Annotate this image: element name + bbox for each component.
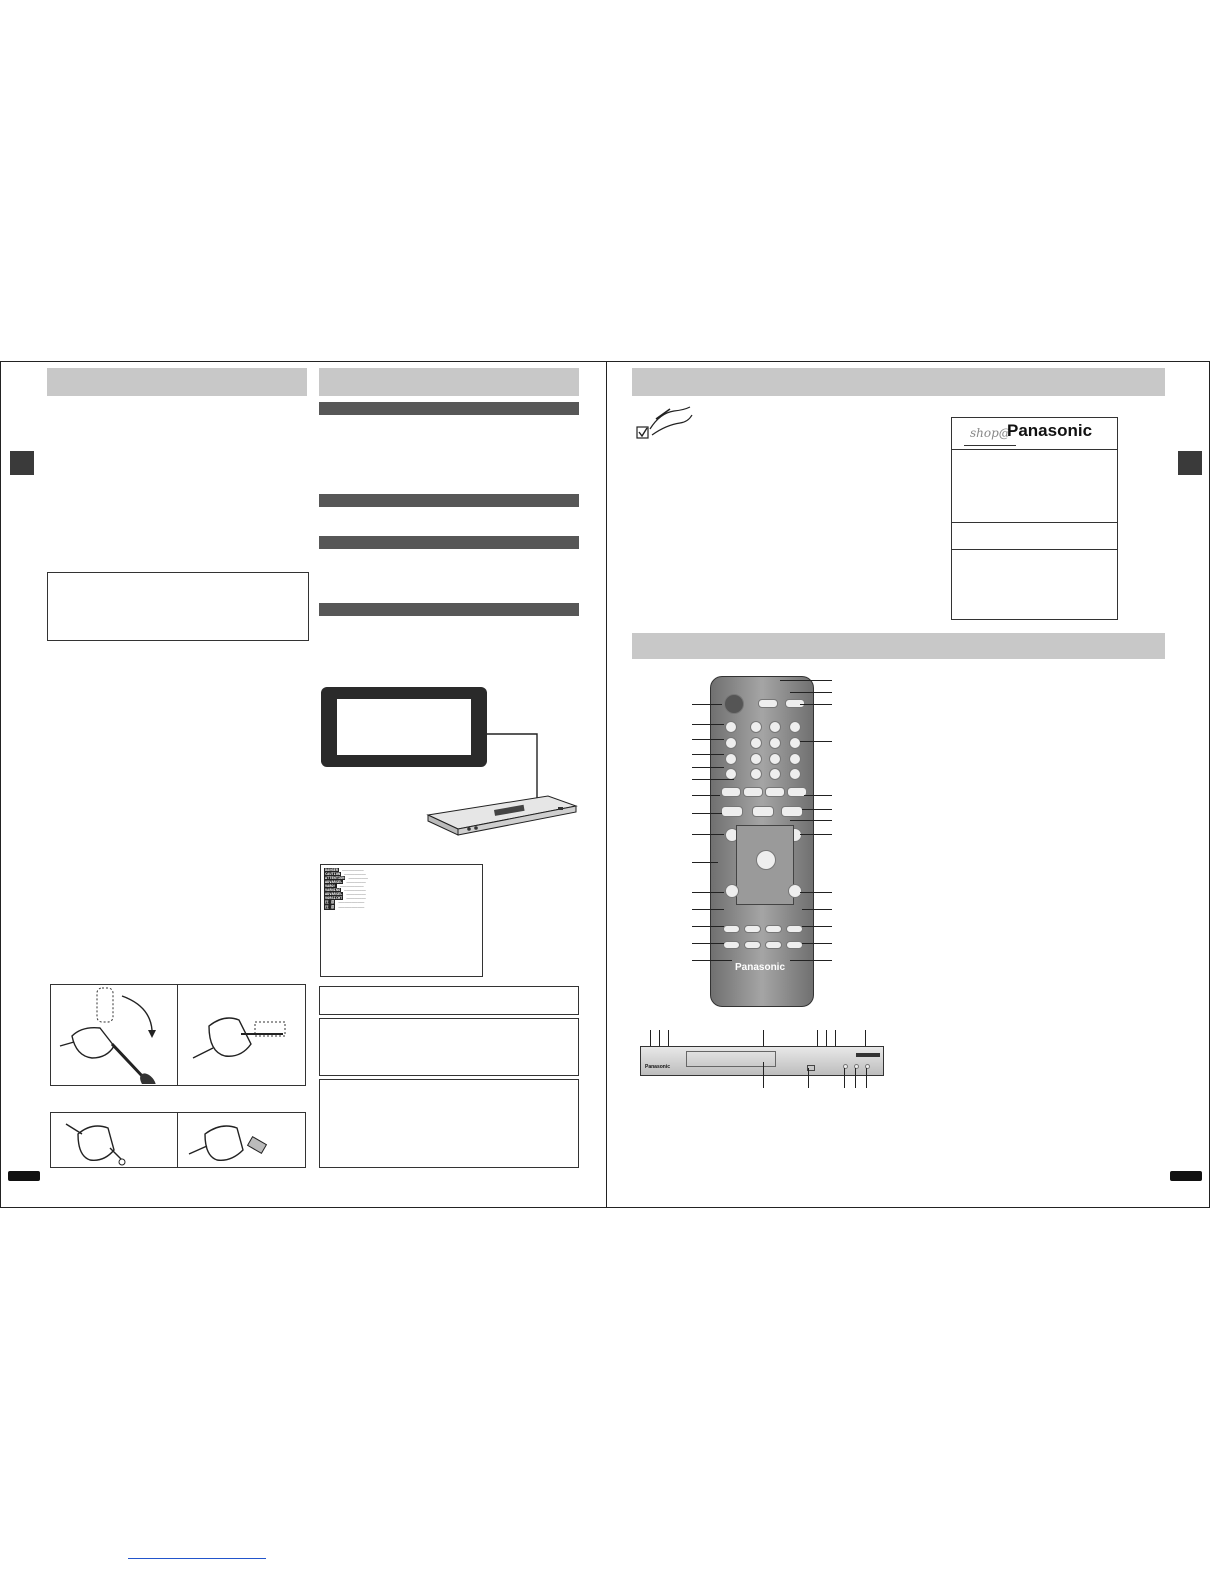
callout-line	[790, 960, 832, 961]
dvd-player-illustration	[318, 684, 584, 842]
player-brand-label: Panasonic	[645, 1064, 671, 1070]
callout-line	[692, 926, 724, 927]
remote-number-key	[789, 768, 801, 780]
remote-button	[744, 925, 761, 933]
left-notice-box	[47, 572, 309, 641]
remote-button	[758, 699, 778, 708]
remote-button	[725, 721, 737, 733]
callout-line	[692, 767, 724, 768]
remote-number-key	[750, 768, 762, 780]
remote-button	[788, 884, 802, 898]
shop-brand-logo: Panasonic	[1007, 421, 1093, 440]
callout-line	[692, 834, 724, 835]
callout-line	[692, 739, 724, 740]
remote-button	[723, 941, 740, 949]
remote-skip-forward-button	[743, 787, 763, 797]
laser-label-row: VARO! ———————————	[325, 884, 364, 888]
callout-line	[802, 926, 832, 927]
remote-button	[765, 941, 782, 949]
callout-line	[800, 704, 832, 705]
plug-fuse-cover-illustration	[179, 986, 304, 1084]
callout-line	[808, 1068, 809, 1088]
remote-power-button	[724, 694, 744, 714]
control-reference-header	[632, 633, 1165, 659]
notice-box-2	[319, 1018, 579, 1076]
remote-number-key	[769, 768, 781, 780]
remote-button	[786, 925, 803, 933]
laser-label-row: DANGER ——————————	[325, 868, 364, 872]
callout-line	[650, 1030, 651, 1046]
callout-line	[802, 909, 832, 910]
remote-button	[725, 884, 739, 898]
callout-line	[763, 1062, 764, 1088]
remote-skip-back-button	[721, 787, 741, 797]
front-display	[856, 1053, 880, 1057]
callout-line	[800, 892, 832, 893]
remote-cursor-pad	[736, 825, 794, 905]
shop-box-divider	[952, 549, 1117, 550]
front-panel-illustration	[640, 1046, 884, 1076]
laser-label-row: ATTENTION —————————	[325, 876, 368, 880]
remote-button	[725, 753, 737, 765]
laser-label-row: ADVARSEL —————————	[325, 892, 366, 896]
right-column-section-header	[319, 368, 579, 396]
callout-line	[790, 692, 832, 693]
callout-line	[865, 1030, 866, 1046]
plug-fuse-illustration	[52, 1114, 176, 1166]
remote-number-key	[750, 721, 762, 733]
callout-line	[800, 741, 832, 742]
callout-line	[800, 834, 832, 835]
shop-panasonic-box	[951, 417, 1118, 620]
laser-label-row: VORSICHT —————————	[325, 896, 366, 900]
remote-number-key	[789, 721, 801, 733]
remote-button	[786, 941, 803, 949]
callout-line	[826, 1030, 827, 1046]
remote-number-key	[789, 737, 801, 749]
callout-line	[692, 704, 722, 705]
shop-box-divider	[952, 522, 1117, 523]
shop-label: shop@	[970, 426, 1011, 440]
remote-number-key	[750, 753, 762, 765]
callout-line	[692, 795, 720, 796]
remote-play-button	[781, 806, 803, 817]
laser-caution-label	[320, 864, 483, 977]
remote-button	[765, 925, 782, 933]
callout-line	[692, 813, 722, 814]
callout-line	[668, 1030, 669, 1046]
callout-line	[855, 1068, 856, 1088]
callout-line	[659, 1030, 660, 1046]
remote-control-illustration	[710, 676, 814, 1007]
right-section-header	[632, 368, 1165, 396]
callout-line	[692, 862, 718, 863]
page-number-marker-right	[1170, 1171, 1202, 1181]
plug-fuse-replace-illustration	[179, 1114, 304, 1166]
remote-number-key	[769, 737, 781, 749]
page-number-marker-left	[8, 1171, 40, 1181]
callout-line	[692, 960, 732, 961]
remote-number-key	[750, 737, 762, 749]
pencil-checkbox-icon	[636, 405, 694, 441]
panel-divider	[177, 984, 178, 1086]
remote-brand-label: Panasonic	[735, 962, 786, 973]
callout-line	[692, 892, 724, 893]
shop-box-header	[952, 418, 1117, 450]
notice-box-1	[319, 986, 579, 1015]
callout-line	[817, 1030, 818, 1046]
remote-enter-button	[756, 850, 776, 870]
left-section-header	[47, 368, 307, 396]
remote-button	[744, 941, 761, 949]
callout-line	[835, 1030, 836, 1046]
laser-label-row: 注 意 ————————————	[325, 905, 365, 909]
remote-pause-button	[721, 806, 743, 817]
laser-label-row: VARNING ——————————	[325, 888, 366, 892]
callout-line	[692, 779, 734, 780]
subheader-bar-1	[319, 402, 579, 415]
remote-number-key	[789, 753, 801, 765]
callout-line	[692, 909, 724, 910]
laser-label-row: ADVARSEL —————————	[325, 880, 366, 884]
language-tab-marker-right	[1178, 451, 1202, 475]
language-tab-marker-left	[10, 451, 34, 475]
subheader-bar-4	[319, 603, 579, 616]
plug-screwdriver-illustration	[52, 986, 176, 1084]
callout-line	[802, 943, 832, 944]
center-gutter	[606, 361, 607, 1208]
callout-line	[692, 754, 724, 755]
callout-line	[692, 943, 724, 944]
remote-button	[725, 737, 737, 749]
callout-line	[790, 820, 832, 821]
callout-line	[763, 1030, 764, 1046]
callout-line	[804, 795, 832, 796]
remote-button	[723, 925, 740, 933]
notice-box-3	[319, 1079, 579, 1168]
callout-line	[780, 680, 832, 681]
remote-stop-button	[752, 806, 774, 817]
remote-number-key	[769, 721, 781, 733]
subheader-bar-2	[319, 494, 579, 507]
callout-line	[866, 1068, 867, 1088]
panel-divider	[177, 1112, 178, 1168]
footer-link-underline[interactable]	[128, 1558, 266, 1559]
subheader-bar-3	[319, 536, 579, 549]
laser-label-row: CAUTION ——————————	[325, 872, 366, 876]
callout-line	[802, 809, 832, 810]
remote-number-key	[769, 753, 781, 765]
callout-line	[692, 724, 724, 725]
laser-label-row: 注 意 ————————————	[325, 900, 365, 904]
logo-underline	[964, 445, 1016, 446]
callout-line	[844, 1068, 845, 1088]
remote-rewind-button	[765, 787, 785, 797]
